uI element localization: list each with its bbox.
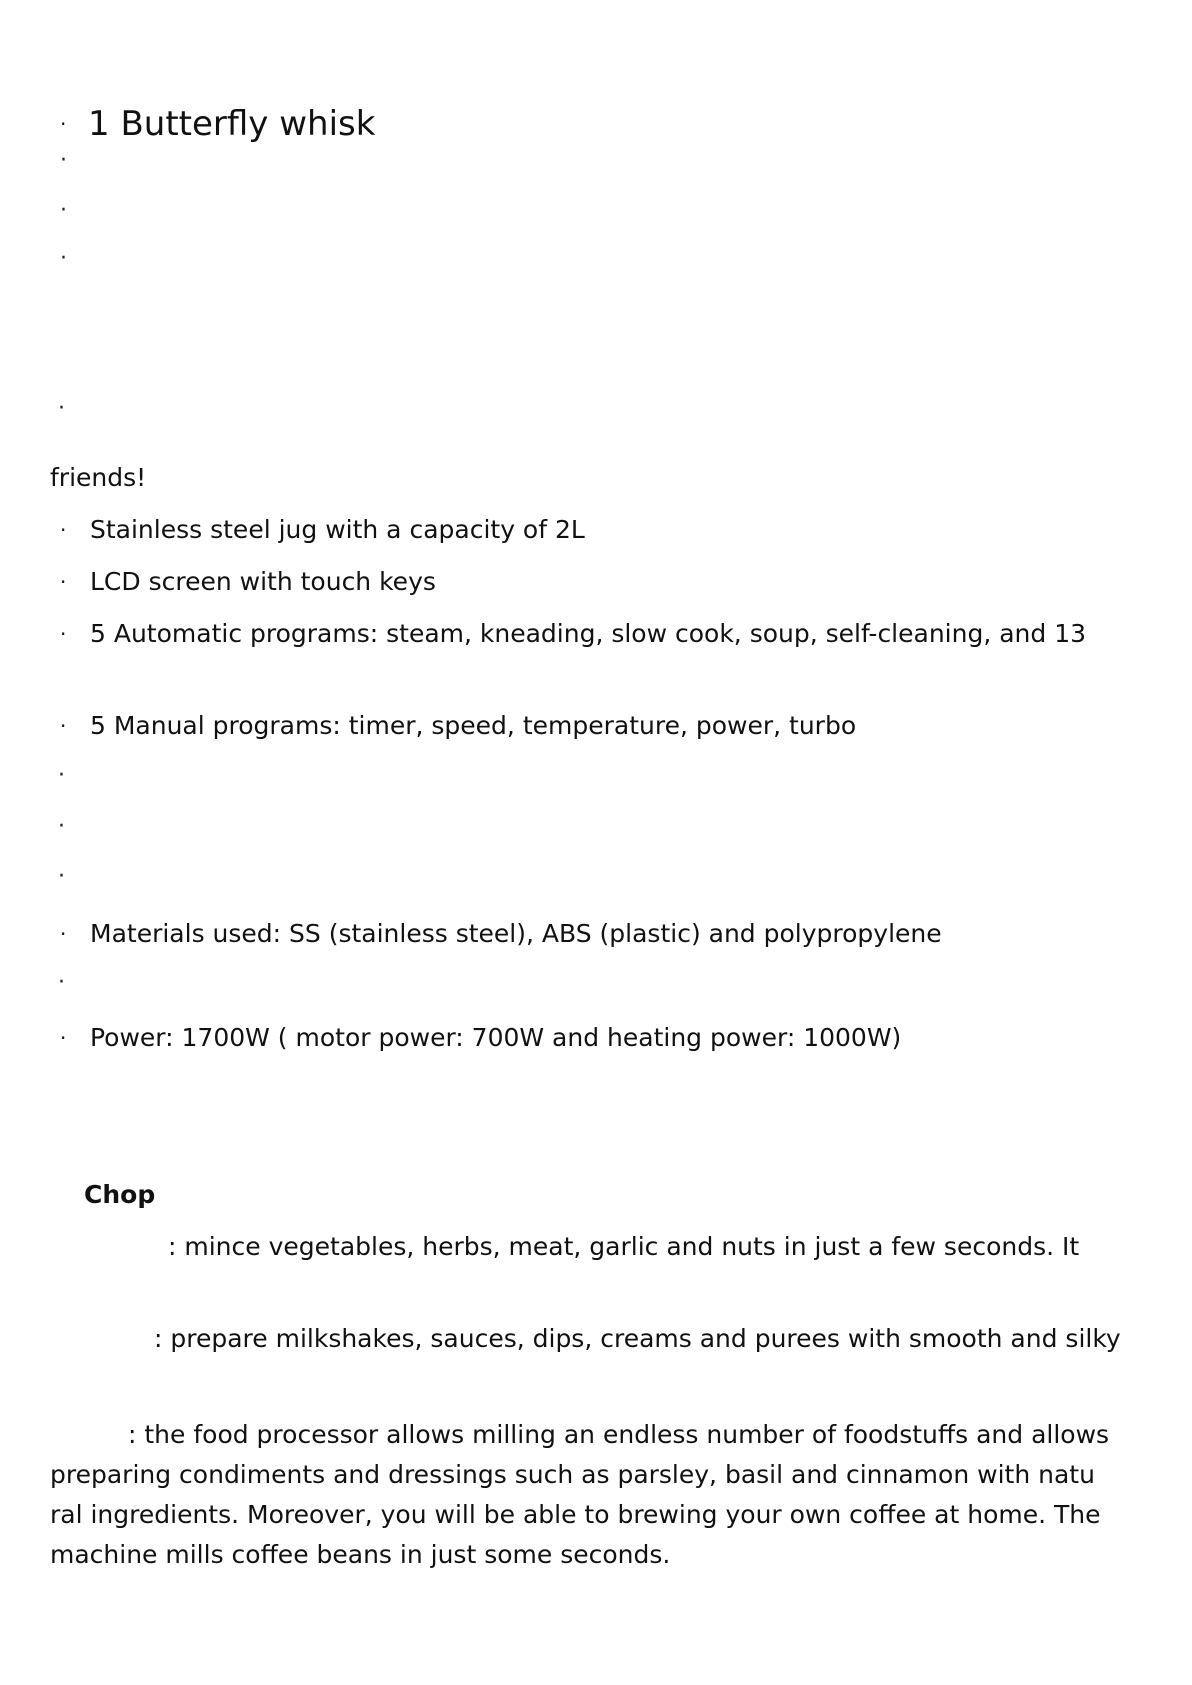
blend-description: : prepare milkshakes, sauces, dips, creams and purees with smooth and silky — [154, 1324, 1121, 1353]
mill-line: ral ingredients. Moreover, you will be able to brewing your own coffee at home. The — [50, 1500, 1101, 1529]
section-heading-chop: Chop — [84, 1180, 156, 1209]
empty-bullet: · — [58, 814, 65, 839]
mill-line: machine mills coffee beans in just some seconds. — [50, 1540, 671, 1569]
empty-bullet: · — [60, 198, 67, 223]
list-item-materials: · Materials used: SS (stainless steel), ABS (plastic) and polypropylene — [60, 919, 942, 948]
friends-text: friends! — [50, 463, 147, 492]
empty-bullet: · — [60, 246, 67, 271]
empty-bullet: · — [60, 148, 67, 173]
list-item-auto-programs: · 5 Automatic programs: steam, kneading, slow cook, soup, self-cleaning, and 13 — [60, 619, 1087, 648]
list-item-manual-programs: · 5 Manual programs: timer, speed, temperature, power, turbo — [60, 711, 857, 740]
chop-description: : mince vegetables, herbs, meat, garlic and nuts in just a few seconds. It — [168, 1232, 1080, 1261]
empty-bullet: · — [58, 763, 65, 788]
empty-bullet: · — [58, 864, 65, 889]
empty-bullet: · — [58, 970, 65, 995]
bullet: · — [60, 112, 67, 136]
list-item-lcd: · LCD screen with touch keys — [60, 567, 436, 596]
mill-line: : the food processor allows milling an endless number of foodstuffs and allows — [128, 1420, 1110, 1449]
mill-paragraph — [50, 1415, 1140, 1575]
list-item-power: · Power: 1700W ( motor power: 700W and heating power: 1000W) — [60, 1023, 902, 1052]
mill-line: preparing condiments and dressings such as parsley, basil and cinnamon with natu — [50, 1460, 1095, 1489]
list-item-jug: · Stainless steel jug with a capacity of 2L — [60, 515, 585, 544]
list-item-whisk: · 1 Butterfly whisk — [60, 104, 376, 144]
empty-bullet: · — [58, 396, 65, 421]
